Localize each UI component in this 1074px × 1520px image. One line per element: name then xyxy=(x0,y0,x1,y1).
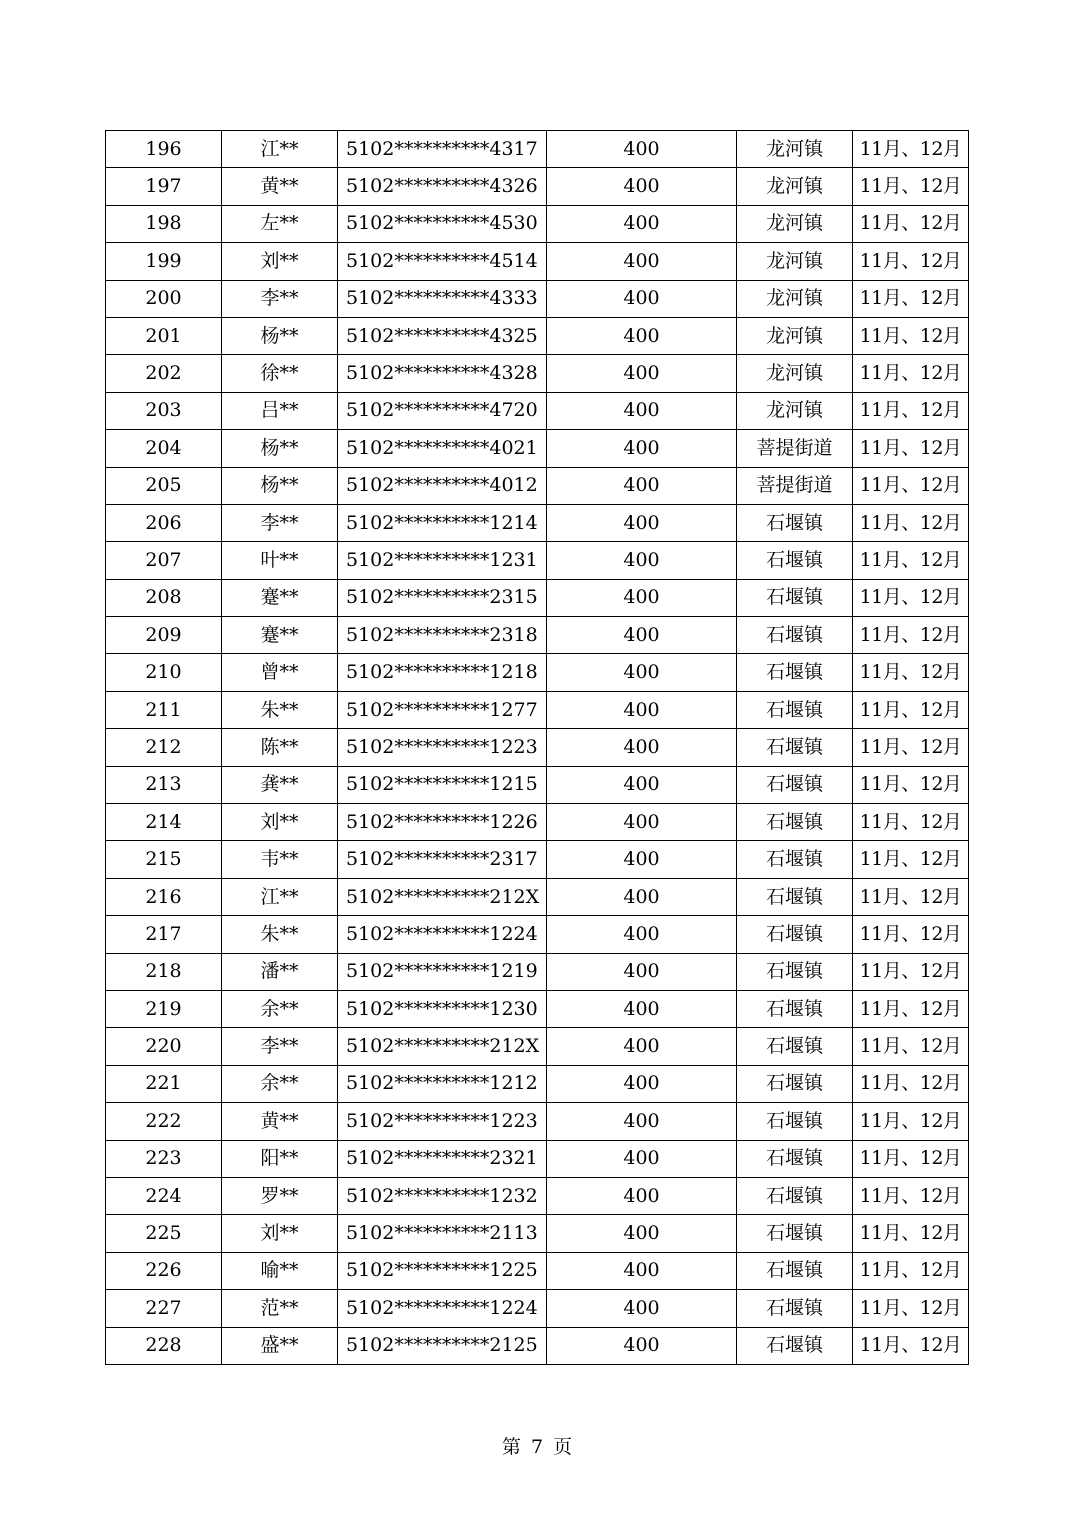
table-row xyxy=(106,729,969,766)
row-number-cell: 202 xyxy=(106,355,222,392)
row-number-cell: 228 xyxy=(106,1327,222,1364)
person-name-cell: 黄** xyxy=(222,1103,338,1140)
months-cell: 11月、12月 xyxy=(853,804,969,841)
amount-cell: 400 xyxy=(547,1065,737,1102)
person-name-cell: 朱** xyxy=(222,916,338,953)
amount-cell: 400 xyxy=(547,504,737,541)
town-name-cell: 石堰镇 xyxy=(737,1177,853,1214)
id-number-cell: 5102**********4012 xyxy=(338,467,547,504)
id-number-cell: 5102**********4021 xyxy=(338,430,547,467)
row-number-cell: 207 xyxy=(106,542,222,579)
person-name-cell: 吕** xyxy=(222,392,338,429)
id-number-cell: 5102**********1226 xyxy=(338,804,547,841)
person-name-cell: 刘** xyxy=(222,1215,338,1252)
months-cell: 11月、12月 xyxy=(853,205,969,242)
person-name-cell: 江** xyxy=(222,878,338,915)
id-number-cell: 5102**********212X xyxy=(338,878,547,915)
table-row xyxy=(106,1252,969,1289)
row-number-cell: 197 xyxy=(106,168,222,205)
table-row xyxy=(106,317,969,354)
person-name-cell: 阳** xyxy=(222,1140,338,1177)
row-number-cell: 213 xyxy=(106,766,222,803)
town-name-cell: 石堰镇 xyxy=(737,878,853,915)
town-name-cell: 石堰镇 xyxy=(737,1028,853,1065)
town-name-cell: 龙河镇 xyxy=(737,168,853,205)
id-number-cell: 5102**********2318 xyxy=(338,617,547,654)
months-cell: 11月、12月 xyxy=(853,1140,969,1177)
row-number-cell: 198 xyxy=(106,205,222,242)
id-number-cell: 5102**********212X xyxy=(338,1028,547,1065)
row-number-cell: 208 xyxy=(106,579,222,616)
months-cell: 11月、12月 xyxy=(853,1028,969,1065)
id-number-cell: 5102**********4530 xyxy=(338,205,547,242)
row-number-cell: 215 xyxy=(106,841,222,878)
id-number-cell: 5102**********4326 xyxy=(338,168,547,205)
table-row xyxy=(106,1327,969,1364)
table-row xyxy=(106,766,969,803)
months-cell: 11月、12月 xyxy=(853,990,969,1027)
months-cell: 11月、12月 xyxy=(853,729,969,766)
id-number-cell: 5102**********1277 xyxy=(338,691,547,728)
table-row xyxy=(106,467,969,504)
table-row xyxy=(106,878,969,915)
table-row xyxy=(106,916,969,953)
person-name-cell: 罗** xyxy=(222,1177,338,1214)
town-name-cell: 石堰镇 xyxy=(737,1327,853,1364)
person-name-cell: 蹇** xyxy=(222,579,338,616)
person-name-cell: 江** xyxy=(222,131,338,168)
town-name-cell: 石堰镇 xyxy=(737,617,853,654)
row-number-cell: 216 xyxy=(106,878,222,915)
row-number-cell: 199 xyxy=(106,243,222,280)
person-name-cell: 李** xyxy=(222,504,338,541)
months-cell: 11月、12月 xyxy=(853,243,969,280)
id-number-cell: 5102**********2321 xyxy=(338,1140,547,1177)
beneficiary-table xyxy=(105,130,969,1365)
months-cell: 11月、12月 xyxy=(853,392,969,429)
id-number-cell: 5102**********4720 xyxy=(338,392,547,429)
months-cell: 11月、12月 xyxy=(853,131,969,168)
table-row xyxy=(106,1215,969,1252)
table-row xyxy=(106,691,969,728)
town-name-cell: 石堰镇 xyxy=(737,729,853,766)
months-cell: 11月、12月 xyxy=(853,1252,969,1289)
table-row xyxy=(106,131,969,168)
amount-cell: 400 xyxy=(547,430,737,467)
amount-cell: 400 xyxy=(547,990,737,1027)
id-number-cell: 5102**********1223 xyxy=(338,729,547,766)
person-name-cell: 徐** xyxy=(222,355,338,392)
amount-cell: 400 xyxy=(547,542,737,579)
id-number-cell: 5102**********1224 xyxy=(338,1290,547,1327)
amount-cell: 400 xyxy=(547,804,737,841)
id-number-cell: 5102**********4325 xyxy=(338,317,547,354)
id-number-cell: 5102**********2113 xyxy=(338,1215,547,1252)
person-name-cell: 李** xyxy=(222,1028,338,1065)
amount-cell: 400 xyxy=(547,1290,737,1327)
town-name-cell: 石堰镇 xyxy=(737,990,853,1027)
row-number-cell: 214 xyxy=(106,804,222,841)
person-name-cell: 潘** xyxy=(222,953,338,990)
table-row xyxy=(106,1103,969,1140)
amount-cell: 400 xyxy=(547,953,737,990)
row-number-cell: 218 xyxy=(106,953,222,990)
id-number-cell: 5102**********4514 xyxy=(338,243,547,280)
town-name-cell: 龙河镇 xyxy=(737,243,853,280)
id-number-cell: 5102**********1219 xyxy=(338,953,547,990)
id-number-cell: 5102**********1225 xyxy=(338,1252,547,1289)
town-name-cell: 龙河镇 xyxy=(737,280,853,317)
person-name-cell: 喻** xyxy=(222,1252,338,1289)
town-name-cell: 龙河镇 xyxy=(737,317,853,354)
id-number-cell: 5102**********2317 xyxy=(338,841,547,878)
town-name-cell: 石堰镇 xyxy=(737,1140,853,1177)
id-number-cell: 5102**********2315 xyxy=(338,579,547,616)
row-number-cell: 196 xyxy=(106,131,222,168)
months-cell: 11月、12月 xyxy=(853,355,969,392)
id-number-cell: 5102**********1218 xyxy=(338,654,547,691)
months-cell: 11月、12月 xyxy=(853,617,969,654)
months-cell: 11月、12月 xyxy=(853,430,969,467)
town-name-cell: 菩提街道 xyxy=(737,467,853,504)
person-name-cell: 韦** xyxy=(222,841,338,878)
person-name-cell: 杨** xyxy=(222,467,338,504)
months-cell: 11月、12月 xyxy=(853,766,969,803)
row-number-cell: 225 xyxy=(106,1215,222,1252)
row-number-cell: 201 xyxy=(106,317,222,354)
town-name-cell: 石堰镇 xyxy=(737,1065,853,1102)
table-row xyxy=(106,579,969,616)
months-cell: 11月、12月 xyxy=(853,916,969,953)
person-name-cell: 余** xyxy=(222,1065,338,1102)
table-row xyxy=(106,280,969,317)
row-number-cell: 220 xyxy=(106,1028,222,1065)
row-number-cell: 203 xyxy=(106,392,222,429)
row-number-cell: 227 xyxy=(106,1290,222,1327)
town-name-cell: 石堰镇 xyxy=(737,1252,853,1289)
town-name-cell: 石堰镇 xyxy=(737,1215,853,1252)
table-row xyxy=(106,542,969,579)
amount-cell: 400 xyxy=(547,1327,737,1364)
row-number-cell: 224 xyxy=(106,1177,222,1214)
person-name-cell: 刘** xyxy=(222,804,338,841)
amount-cell: 400 xyxy=(547,131,737,168)
months-cell: 11月、12月 xyxy=(853,1290,969,1327)
row-number-cell: 222 xyxy=(106,1103,222,1140)
months-cell: 11月、12月 xyxy=(853,953,969,990)
amount-cell: 400 xyxy=(547,579,737,616)
person-name-cell: 蹇** xyxy=(222,617,338,654)
amount-cell: 400 xyxy=(547,654,737,691)
row-number-cell: 221 xyxy=(106,1065,222,1102)
amount-cell: 400 xyxy=(547,317,737,354)
town-name-cell: 龙河镇 xyxy=(737,392,853,429)
months-cell: 11月、12月 xyxy=(853,317,969,354)
amount-cell: 400 xyxy=(547,168,737,205)
town-name-cell: 石堰镇 xyxy=(737,916,853,953)
months-cell: 11月、12月 xyxy=(853,280,969,317)
amount-cell: 400 xyxy=(547,1252,737,1289)
town-name-cell: 石堰镇 xyxy=(737,841,853,878)
person-name-cell: 余** xyxy=(222,990,338,1027)
person-name-cell: 杨** xyxy=(222,430,338,467)
table-row xyxy=(106,1290,969,1327)
amount-cell: 400 xyxy=(547,280,737,317)
id-number-cell: 5102**********1214 xyxy=(338,504,547,541)
amount-cell: 400 xyxy=(547,205,737,242)
table-row xyxy=(106,654,969,691)
table-row xyxy=(106,168,969,205)
row-number-cell: 211 xyxy=(106,691,222,728)
months-cell: 11月、12月 xyxy=(853,579,969,616)
town-name-cell: 石堰镇 xyxy=(737,654,853,691)
amount-cell: 400 xyxy=(547,1103,737,1140)
months-cell: 11月、12月 xyxy=(853,504,969,541)
row-number-cell: 204 xyxy=(106,430,222,467)
id-number-cell: 5102**********1232 xyxy=(338,1177,547,1214)
amount-cell: 400 xyxy=(547,1177,737,1214)
table-body xyxy=(106,131,969,1365)
table-row xyxy=(106,1177,969,1214)
amount-cell: 400 xyxy=(547,617,737,654)
table-row xyxy=(106,355,969,392)
row-number-cell: 223 xyxy=(106,1140,222,1177)
person-name-cell: 杨** xyxy=(222,317,338,354)
person-name-cell: 左** xyxy=(222,205,338,242)
town-name-cell: 石堰镇 xyxy=(737,504,853,541)
row-number-cell: 226 xyxy=(106,1252,222,1289)
town-name-cell: 石堰镇 xyxy=(737,542,853,579)
table-row xyxy=(106,243,969,280)
months-cell: 11月、12月 xyxy=(853,1215,969,1252)
town-name-cell: 石堰镇 xyxy=(737,953,853,990)
table-row xyxy=(106,1065,969,1102)
row-number-cell: 212 xyxy=(106,729,222,766)
row-number-cell: 209 xyxy=(106,617,222,654)
town-name-cell: 石堰镇 xyxy=(737,804,853,841)
id-number-cell: 5102**********1231 xyxy=(338,542,547,579)
row-number-cell: 219 xyxy=(106,990,222,1027)
row-number-cell: 205 xyxy=(106,467,222,504)
table-row xyxy=(106,205,969,242)
person-name-cell: 范** xyxy=(222,1290,338,1327)
table-row xyxy=(106,1140,969,1177)
page-number: 第 7 页 xyxy=(501,1436,573,1458)
months-cell: 11月、12月 xyxy=(853,1065,969,1102)
person-name-cell: 曾** xyxy=(222,654,338,691)
row-number-cell: 210 xyxy=(106,654,222,691)
amount-cell: 400 xyxy=(547,392,737,429)
table-row xyxy=(106,990,969,1027)
person-name-cell: 叶** xyxy=(222,542,338,579)
amount-cell: 400 xyxy=(547,1028,737,1065)
amount-cell: 400 xyxy=(547,766,737,803)
id-number-cell: 5102**********1215 xyxy=(338,766,547,803)
town-name-cell: 龙河镇 xyxy=(737,205,853,242)
months-cell: 11月、12月 xyxy=(853,168,969,205)
months-cell: 11月、12月 xyxy=(853,1327,969,1364)
person-name-cell: 陈** xyxy=(222,729,338,766)
months-cell: 11月、12月 xyxy=(853,654,969,691)
table-row xyxy=(106,617,969,654)
id-number-cell: 5102**********1230 xyxy=(338,990,547,1027)
id-number-cell: 5102**********4333 xyxy=(338,280,547,317)
id-number-cell: 5102**********4317 xyxy=(338,131,547,168)
amount-cell: 400 xyxy=(547,467,737,504)
amount-cell: 400 xyxy=(547,243,737,280)
amount-cell: 400 xyxy=(547,841,737,878)
months-cell: 11月、12月 xyxy=(853,878,969,915)
town-name-cell: 石堰镇 xyxy=(737,766,853,803)
person-name-cell: 盛** xyxy=(222,1327,338,1364)
table-row xyxy=(106,841,969,878)
person-name-cell: 李** xyxy=(222,280,338,317)
row-number-cell: 217 xyxy=(106,916,222,953)
town-name-cell: 石堰镇 xyxy=(737,579,853,616)
row-number-cell: 200 xyxy=(106,280,222,317)
town-name-cell: 龙河镇 xyxy=(737,131,853,168)
amount-cell: 400 xyxy=(547,1215,737,1252)
id-number-cell: 5102**********2125 xyxy=(338,1327,547,1364)
amount-cell: 400 xyxy=(547,729,737,766)
person-name-cell: 黄** xyxy=(222,168,338,205)
table-row xyxy=(106,504,969,541)
id-number-cell: 5102**********1224 xyxy=(338,916,547,953)
id-number-cell: 5102**********1223 xyxy=(338,1103,547,1140)
amount-cell: 400 xyxy=(547,878,737,915)
row-number-cell: 206 xyxy=(106,504,222,541)
amount-cell: 400 xyxy=(547,355,737,392)
months-cell: 11月、12月 xyxy=(853,691,969,728)
amount-cell: 400 xyxy=(547,1140,737,1177)
months-cell: 11月、12月 xyxy=(853,1177,969,1214)
town-name-cell: 菩提街道 xyxy=(737,430,853,467)
id-number-cell: 5102**********4328 xyxy=(338,355,547,392)
table-row xyxy=(106,430,969,467)
town-name-cell: 石堰镇 xyxy=(737,1290,853,1327)
months-cell: 11月、12月 xyxy=(853,1103,969,1140)
person-name-cell: 朱** xyxy=(222,691,338,728)
town-name-cell: 石堰镇 xyxy=(737,1103,853,1140)
table-row xyxy=(106,1028,969,1065)
table-row xyxy=(106,953,969,990)
id-number-cell: 5102**********1212 xyxy=(338,1065,547,1102)
amount-cell: 400 xyxy=(547,691,737,728)
town-name-cell: 石堰镇 xyxy=(737,691,853,728)
amount-cell: 400 xyxy=(547,916,737,953)
months-cell: 11月、12月 xyxy=(853,542,969,579)
months-cell: 11月、12月 xyxy=(853,467,969,504)
town-name-cell: 龙河镇 xyxy=(737,355,853,392)
months-cell: 11月、12月 xyxy=(853,841,969,878)
table-row xyxy=(106,804,969,841)
table-row xyxy=(106,392,969,429)
person-name-cell: 龚** xyxy=(222,766,338,803)
person-name-cell: 刘** xyxy=(222,243,338,280)
